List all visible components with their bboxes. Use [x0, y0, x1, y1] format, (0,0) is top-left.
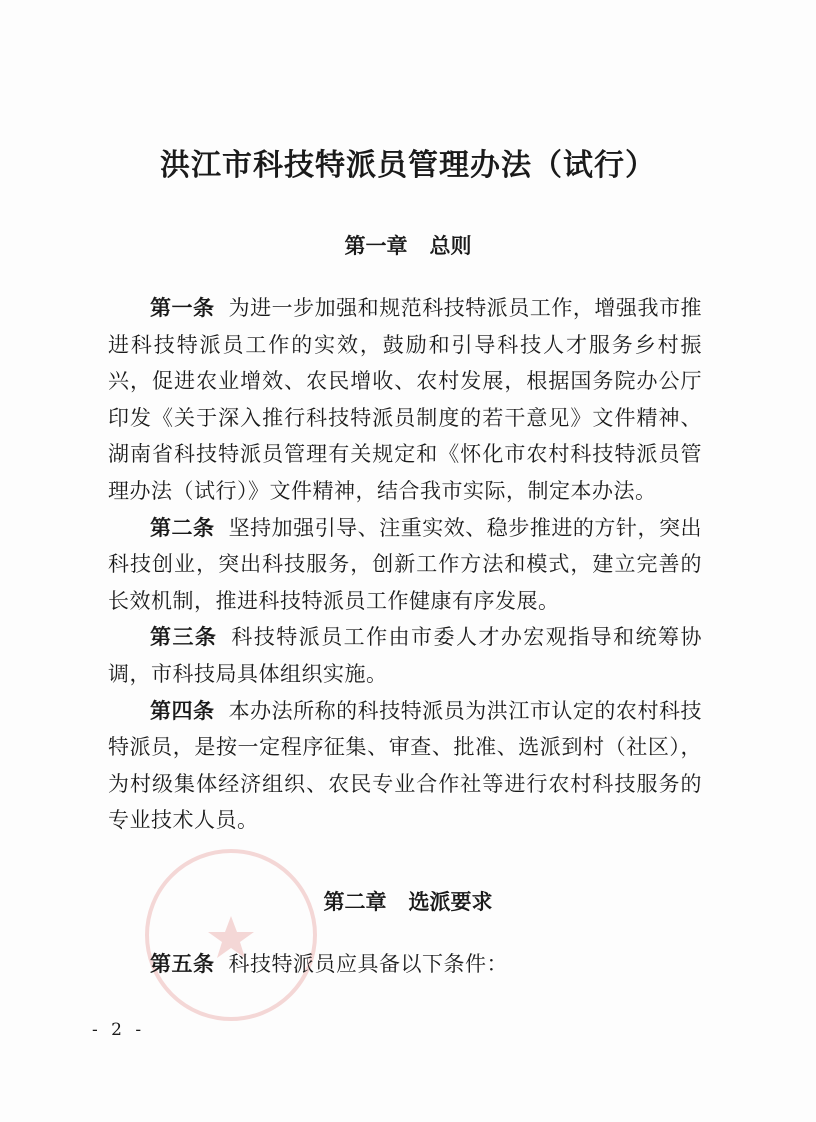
- article-text: 为进一步加强和规范科技特派员工作，增强我市推进科技特派员工作的实效，鼓励和引导科技人才服务乡村振兴，促进农业增效、农民增收、农村发展，根据国务院办公厅印发《关于深入推行科技特派员制度的若干意见》文件精神、湖南省科技特派员管理有关规定和《怀化市农村科技特派员管理办法（试行）》文件精神，结合我市实际，制定本办法。: [108, 296, 702, 503]
- article-label: 第五条: [150, 952, 215, 976]
- chapter-number: 第一章: [344, 234, 408, 258]
- article-4: [108, 693, 702, 839]
- chapter-heading-1: [0, 230, 816, 260]
- article-label: 第三条: [150, 625, 218, 650]
- chapter-2-body: [108, 946, 702, 983]
- article-text: 科技特派员工作由市委人才办宏观指导和统筹协调，市科技局具体组织实施。: [108, 625, 703, 686]
- article-label: 第一条: [150, 296, 215, 320]
- article-text: 坚持加强引导、注重实效、稳步推进的方针，突出科技创业，突出科技服务，创新工作方法和模式，建立完善的长效机制，推进科技特派员工作健康有序发展。: [108, 515, 702, 613]
- chapter-name: 总则: [429, 234, 472, 258]
- document-title: 洪江市科技特派员管理办法（试行）: [160, 148, 656, 183]
- article-text: 本办法所称的科技特派员为洪江市认定的农村科技特派员，是按一定程序征集、审查、批准、选派到村（社区），为村级集体经济组织、农民专业合作社等进行农村科技服务的专业技术人员。: [108, 698, 702, 833]
- chapter-name: 选派要求: [408, 890, 493, 914]
- chapter-heading-2: [0, 886, 816, 916]
- article-2: [108, 510, 702, 620]
- article-3: [108, 619, 702, 692]
- article-5: [108, 946, 702, 983]
- chapter-1-body: [108, 290, 702, 839]
- article-1: [108, 290, 702, 510]
- article-label: 第二条: [150, 515, 215, 540]
- article-label: 第四条: [150, 698, 215, 723]
- official-seal-watermark: [142, 846, 320, 1024]
- chapter-number: 第二章: [323, 890, 387, 914]
- article-text: 科技特派员应具备以下条件：: [228, 952, 508, 976]
- page-number: - 2 -: [92, 1020, 146, 1040]
